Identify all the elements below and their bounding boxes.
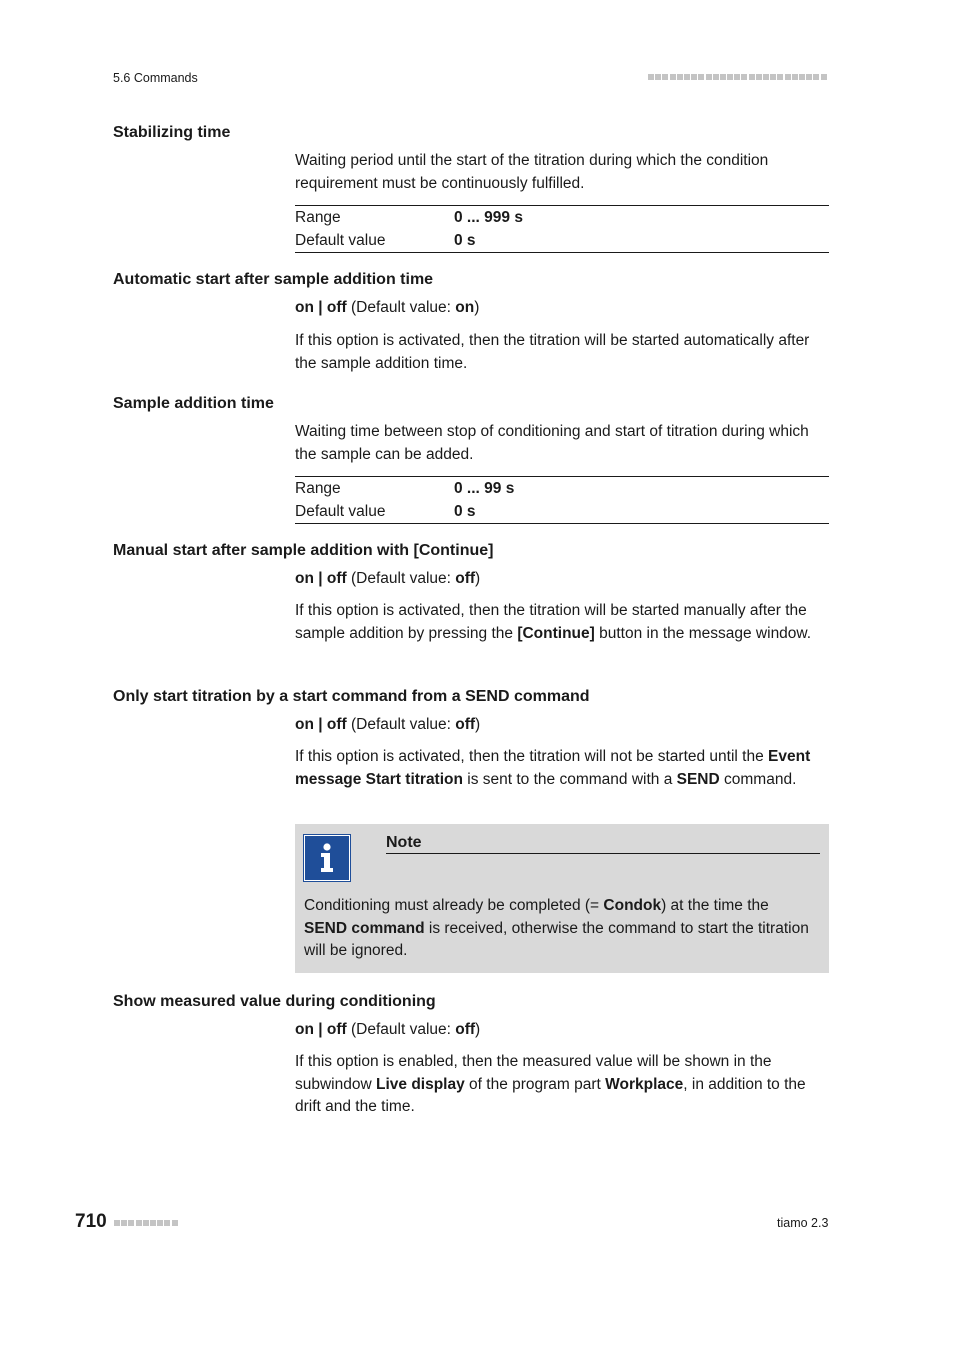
- desc-part: If this option is activated, then the titration will not be started until the: [295, 748, 769, 765]
- note-box: [295, 824, 829, 973]
- default-label: Default value: [295, 232, 386, 249]
- default-suffix: ): [475, 1021, 481, 1038]
- option-on: on: [295, 716, 314, 733]
- option-off: off: [326, 1021, 347, 1038]
- show-measured-options: [295, 1019, 829, 1042]
- default-prefix: (Default value:: [346, 716, 456, 733]
- default-row: [295, 229, 829, 252]
- default-suffix: ): [475, 716, 481, 733]
- option-off: off: [326, 716, 347, 733]
- heading-send-start: Only start titration by a start command from a SEND command: [113, 688, 590, 705]
- option-on: on: [295, 570, 314, 587]
- heading-show-measured-value: Show measured value during conditioning: [113, 993, 436, 1010]
- default-value: 0 s: [454, 232, 476, 249]
- desc-part: If this option is enabled, then the measured value will be shown in the subwindow: [295, 1053, 772, 1093]
- manual-start-options: [295, 568, 829, 591]
- option-off: off: [326, 299, 347, 316]
- stabilizing-table: [295, 205, 829, 253]
- sample-time-table: [295, 476, 829, 524]
- default-suffix: ): [475, 570, 481, 587]
- note-title: Note: [386, 834, 820, 854]
- event-message-ref: Event message Start titration: [295, 748, 811, 788]
- range-row: [295, 477, 829, 500]
- product-name: tiamo 2.3: [777, 1216, 829, 1230]
- default-suffix: ): [474, 299, 480, 316]
- note-body: [304, 895, 814, 963]
- desc-part: button in the message window.: [594, 624, 812, 642]
- show-measured-description: [295, 1051, 829, 1119]
- note-text-part: ) at the time the: [661, 897, 769, 914]
- running-header-section: 5.6 Commands: [113, 71, 198, 85]
- option-separator: |: [313, 1021, 327, 1038]
- desc-part: , in addition to the drift and the time.: [295, 1075, 806, 1115]
- option-separator: |: [313, 570, 327, 587]
- header-decoration: [648, 74, 829, 82]
- send-command-ref: SEND command: [304, 919, 425, 937]
- default-prefix: (Default value:: [346, 299, 456, 316]
- heading-sample-addition-time: Sample addition time: [113, 395, 274, 412]
- option-on: on: [295, 299, 314, 316]
- heading-manual-start: Manual start after sample addition with [Continue]: [113, 542, 494, 559]
- desc-part: of the program part: [464, 1075, 606, 1093]
- range-label: Range: [295, 480, 341, 497]
- option-off: off: [326, 570, 347, 587]
- send-start-options: [295, 714, 829, 737]
- desc-part: command.: [719, 770, 797, 788]
- desc-part: If this option is activated, then the titration will be started manually after the sample addition by pressing the: [295, 602, 807, 642]
- range-value: 0 ... 999 s: [454, 209, 523, 226]
- live-display-ref: Live display: [376, 1075, 465, 1093]
- send-start-description: [295, 746, 829, 791]
- default-label: Default value: [295, 503, 386, 520]
- note-text-part: Conditioning must already be completed (=: [304, 897, 604, 914]
- default-prefix: (Default value:: [346, 1021, 456, 1038]
- default-value: 0 s: [454, 503, 476, 520]
- default-row: [295, 500, 829, 523]
- manual-start-description: [295, 600, 829, 645]
- send-ref: SEND: [676, 770, 720, 788]
- footer-decoration: [114, 1220, 179, 1238]
- range-row: [295, 206, 829, 229]
- desc-part: is sent to the command with a: [462, 770, 677, 788]
- default-value: off: [455, 1021, 476, 1038]
- range-label: Range: [295, 209, 341, 226]
- option-separator: |: [313, 299, 327, 316]
- heading-stabilizing-time: Stabilizing time: [113, 124, 231, 141]
- continue-button-ref: [Continue]: [517, 624, 595, 642]
- heading-automatic-start: Automatic start after sample addition time: [113, 271, 434, 288]
- range-value: 0 ... 99 s: [454, 480, 515, 497]
- condok-ref: Condok: [603, 897, 662, 914]
- auto-start-options: [295, 297, 829, 320]
- default-prefix: (Default value:: [346, 570, 456, 587]
- default-value: off: [455, 570, 476, 587]
- default-value: on: [455, 299, 475, 316]
- sample-time-description: Waiting time between stop of conditioning and start of titration during which the sample can be added.: [295, 423, 809, 463]
- stabilizing-description: Waiting period until the start of the titration during which the condition requirement must be continuously fulfilled.: [295, 152, 769, 192]
- info-icon: [304, 835, 350, 881]
- option-separator: |: [313, 716, 327, 733]
- note-text-part: is received, otherwise the command to start the titration will be ignored.: [304, 919, 809, 959]
- auto-start-description: If this option is activated, then the titration will be started automatically after the sample addition time.: [295, 332, 810, 372]
- default-value: off: [455, 716, 476, 733]
- page-number: 710: [75, 1211, 107, 1232]
- option-on: on: [295, 1021, 314, 1038]
- workplace-ref: Workplace: [605, 1075, 684, 1093]
